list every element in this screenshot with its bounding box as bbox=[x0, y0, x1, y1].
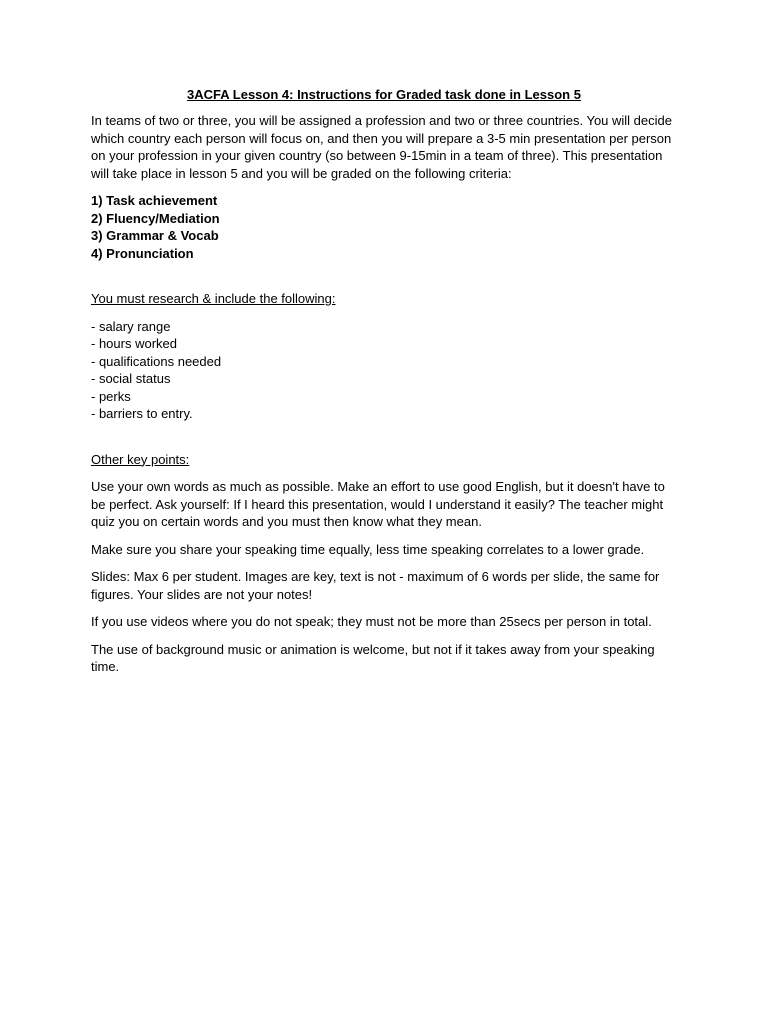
research-heading: You must research & include the following: bbox=[91, 291, 336, 306]
key-point-paragraph: Use your own words as much as possible. Make an effort to use good English, but it doesn't have to be perfect. Ask yourself: If I heard this presentation, would I understand it easily? The teacher might quiz you on certain words and you must then know what they mean. bbox=[91, 479, 665, 529]
key-points-heading: Other key points: bbox=[91, 451, 190, 467]
key-point-paragraph: Slides: Max 6 per student. Images are key, text is not - maximum of 6 words per slide, the same for figures. Your slides are not your notes! bbox=[91, 569, 660, 602]
document-title: 3ACFA Lesson 4: Instructions for Graded task done in Lesson 5 bbox=[187, 87, 581, 102]
research-list bbox=[91, 318, 677, 423]
research-item: - salary range bbox=[91, 318, 171, 334]
spacer bbox=[91, 433, 677, 451]
criteria-item: 1) Task achievement bbox=[91, 193, 218, 208]
research-item: - perks bbox=[91, 388, 131, 404]
research-item: - barriers to entry. bbox=[91, 406, 193, 421]
key-point-paragraph: The use of background music or animation is welcome, but not if it takes away from your speaking time. bbox=[91, 641, 655, 674]
intro-paragraph: In teams of two or three, you will be assigned a profession and two or three countries. You will decide which country each person will focus on, and then you will prepare a 3-5 min presentation per person on your profession in your given country (so between 9-15min in a team of three). This presentation will take place in lesson 5 and you will be graded on the following criteria: bbox=[91, 113, 672, 181]
research-item: - hours worked bbox=[91, 336, 177, 351]
spacer bbox=[91, 272, 677, 290]
key-point-paragraph: If you use videos where you do not speak; they must not be more than 25secs per person in total. bbox=[91, 614, 652, 629]
research-item: - qualifications needed bbox=[91, 353, 222, 369]
research-item: - social status bbox=[91, 371, 171, 386]
criteria-item: 4) Pronunciation bbox=[91, 245, 194, 261]
criteria-item: 2) Fluency/Mediation bbox=[91, 210, 220, 226]
key-point-paragraph: Make sure you share your speaking time equally, less time speaking correlates to a lower grade. bbox=[91, 541, 645, 557]
criteria-item: 3) Grammar & Vocab bbox=[91, 228, 219, 243]
grading-criteria-list bbox=[91, 192, 677, 262]
